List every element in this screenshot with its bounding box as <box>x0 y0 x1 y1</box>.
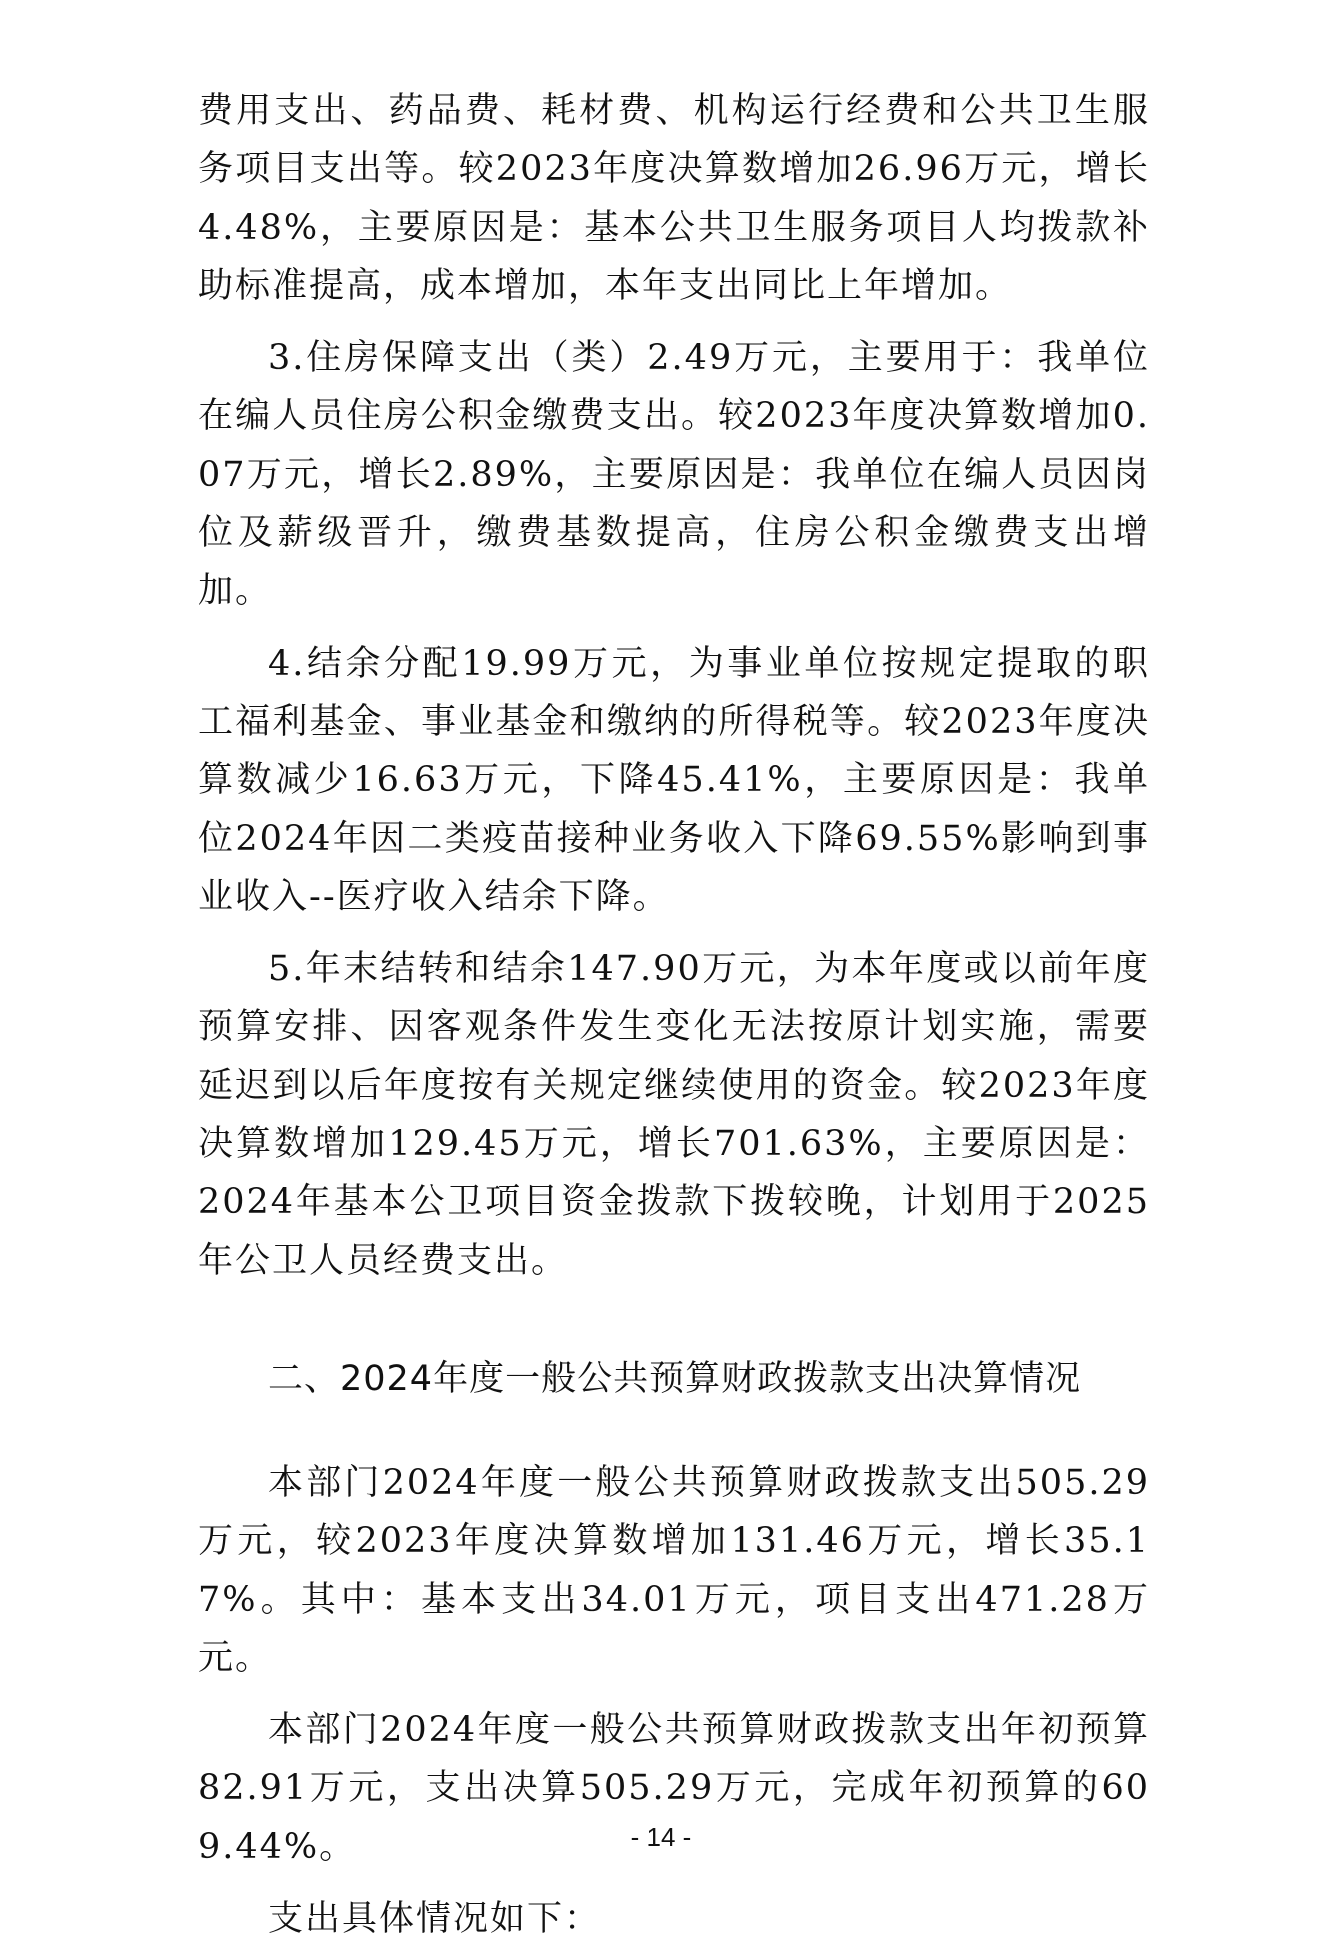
paragraph-budget-comparison: 本部门2024年度一般公共预算财政拨款支出年初预算82.91万元，支出决算505.29万元，完成年初预算的609.44%。 <box>198 1710 1150 1867</box>
section-heading: 二、2024年度一般公共预算财政拨款支出决算情况 <box>268 1358 1082 1399</box>
paragraph-continuation: 费用支出、药品费、耗材费、机构运行经费和公共卫生服务项目支出等。较2023年度决算数增加26.96万元，增长4.48%，主要原因是：基本公共卫生服务项目人均拨款补助标准提高，成本增加，本年支出同比上年增加。 <box>198 91 1150 306</box>
paragraph-details-intro: 支出具体情况如下： <box>268 1899 602 1940</box>
paragraph-year-end-balance: 5.年末结转和结余147.90万元，为本年度或以前年度预算安排、因客观条件发生变化无法按原计划实施，需要延迟到以后年度按有关规定继续使用的资金。较2023年度决算数增加129.45万元，增长701.63%，主要原因是：2024年基本公卫项目资金拨款下拨较晚，计划用于2025年公卫人员经费支出。 <box>198 949 1150 1281</box>
paragraph-total-expenditure: 本部门2024年度一般公共预算财政拨款支出505.29万元，较2023年度决算数增加131.46万元，增长35.17%。其中：基本支出34.01万元，项目支出471.28万元。 <box>198 1462 1150 1678</box>
paragraph-surplus-distribution: 4.结余分配19.99万元，为事业单位按规定提取的职工福利基金、事业基金和缴纳的所得税等。较2023年度决算数减少16.63万元，下降45.41%，主要原因是：我单位2024年因二类疫苗接种业务收入下降69.55%影响到事业收入--医疗收入结余下降。 <box>198 643 1150 917</box>
page-number: - 14 - <box>630 1822 692 1852</box>
paragraph-housing-expenditure: 3.住房保障支出（类）2.49万元，主要用于：我单位在编人员住房公积金缴费支出。较2023年度决算数增加0.07万元，增长2.89%，主要原因是：我单位在编人员因岗位及薪级晋升，缴费基数提高，住房公积金缴费支出增加。 <box>198 338 1150 612</box>
document-body <box>198 82 1150 1948</box>
